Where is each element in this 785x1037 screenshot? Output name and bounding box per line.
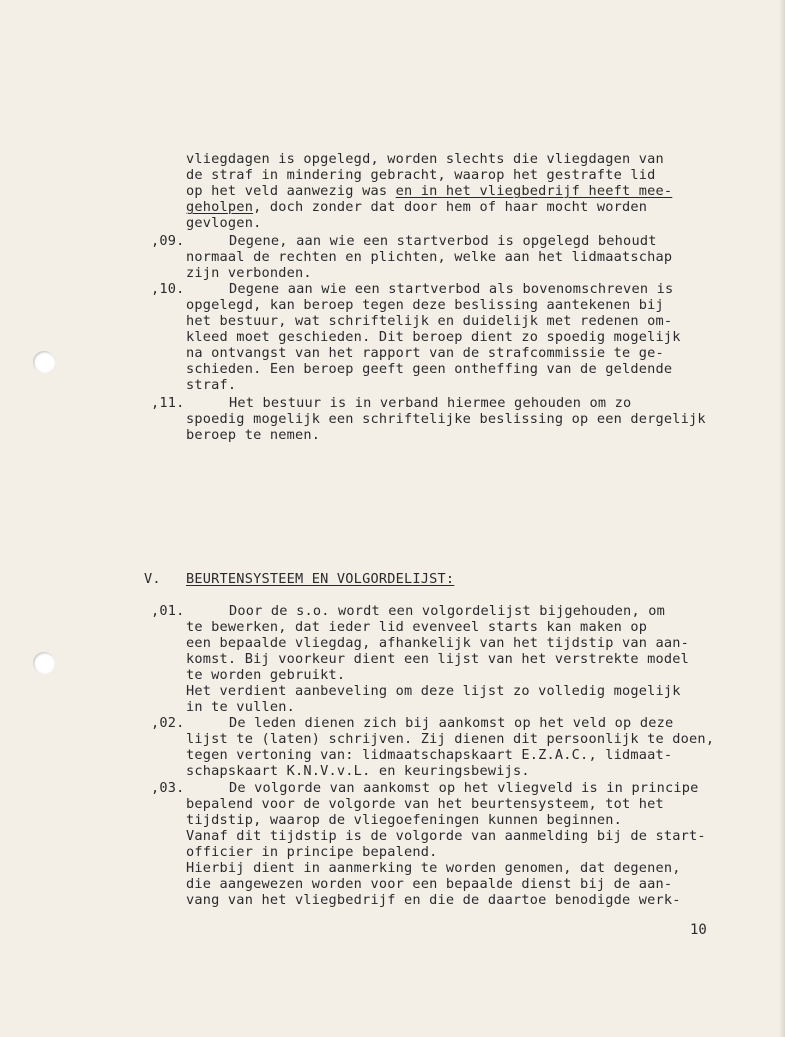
text-line: spoedig mogelijk een schriftelijke beslissing op een dergelijk <box>186 411 706 427</box>
text-line: Het verdient aanbeveling om deze lijst zo volledig mogelijk <box>186 683 681 699</box>
text-line: officier in principe bepalend. <box>186 844 438 860</box>
text-line: tijdstip, waarop de vliegoefeningen kunnen beginnen. <box>186 812 622 828</box>
paragraph-number: ,10. <box>151 281 185 297</box>
paragraph-number: ,03. <box>151 780 185 796</box>
text-line: vang van het vliegbedrijf en die de daartoe benodigde werk- <box>186 892 681 908</box>
section-number: V. <box>144 571 161 587</box>
section-title: BEURTENSYSTEEM EN VOLGORDELIJST: <box>186 571 455 587</box>
paragraph-number: ,02. <box>151 715 185 731</box>
text-line: vliegdagen is opgelegd, worden slechts die vliegdagen van <box>186 151 664 167</box>
text-line <box>186 199 647 215</box>
text-line: schieden. Een beroep geeft geen ontheffing van de geldende <box>186 361 673 377</box>
text-line: te bewerken, dat ieder lid evenveel starts kan maken op <box>186 619 648 635</box>
text-line: een bepaalde vliegdag, afhankelijk van het tijdstip van aan- <box>186 635 690 651</box>
text-line: Hierbij dient in aanmerking te worden genomen, dat degenen, <box>186 860 681 876</box>
paragraph-number: ,09. <box>151 233 185 249</box>
paragraph-number: ,11. <box>151 395 185 411</box>
paragraph-number: ,01. <box>151 603 185 619</box>
text-line: De volgorde van aankomst op het vliegveld is in principe <box>229 780 699 796</box>
text-line: straf. <box>186 377 237 393</box>
underlined-text: en in het vliegbedrijf heeft mee- <box>395 183 673 199</box>
page-edge-shadow <box>779 0 785 1037</box>
text-line <box>186 183 672 199</box>
text-line: die aangewezen worden voor een bepaalde dienst bij de aan- <box>186 876 673 892</box>
punch-hole <box>33 351 55 373</box>
text-line: De leden dienen zich bij aankomst op het veld op deze <box>229 715 674 731</box>
text-line: bepalend voor de volgorde van het beurtensysteem, tot het <box>186 796 664 812</box>
text-line: het bestuur, wat schriftelijk en duidelijk met redenen om- <box>186 313 673 329</box>
text-segment: op het veld aanwezig was <box>186 183 396 199</box>
text-line: normaal de rechten en plichten, welke aan het lidmaatschap <box>186 249 673 265</box>
text-line: na ontvangst van het rapport van de strafcommissie te ge- <box>186 345 664 361</box>
text-line: Vanaf dit tijdstip is de volgorde van aanmelding bij de start- <box>186 828 706 844</box>
text-line: opgelegd, kan beroep tegen deze beslissing aantekenen bij <box>186 297 664 313</box>
text-line: Degene aan wie een startverbod als bovenomschreven is <box>229 281 674 297</box>
page-number: 10 <box>690 922 707 938</box>
text-line: de straf in mindering gebracht, waarop het gestrafte lid <box>186 167 656 183</box>
text-segment: , doch zonder dat door hem of haar mocht worden <box>253 199 648 215</box>
text-line: Degene, aan wie een startverbod is opgelegd behoudt <box>229 233 657 249</box>
text-line: Door de s.o. wordt een volgordelijst bijgehouden, om <box>229 603 665 619</box>
text-line: tegen vertoning van: lidmaatschapskaart E.Z.A.C., lidmaat- <box>186 747 673 763</box>
text-line: gevlogen. <box>186 215 262 231</box>
text-line: in te vullen. <box>186 699 295 715</box>
text-line: lijst te (laten) schrijven. Zij dienen dit persoonlijk te doen, <box>186 731 715 747</box>
text-line: schapskaart K.N.V.v.L. en keuringsbewijs. <box>186 763 530 779</box>
text-line: Het bestuur is in verband hiermee gehouden om zo <box>229 395 632 411</box>
text-line: te worden gebruikt. <box>186 667 346 683</box>
text-line: beroep te nemen. <box>186 427 321 443</box>
text-line: komst. Bij voorkeur dient een lijst van het verstrekte model <box>186 651 690 667</box>
text-line: kleed moet geschieden. Dit beroep dient zo spoedig mogelijk <box>186 329 681 345</box>
underlined-text: geholpen <box>186 199 254 215</box>
punch-hole <box>33 652 55 674</box>
text-line: zijn verbonden. <box>186 265 312 281</box>
